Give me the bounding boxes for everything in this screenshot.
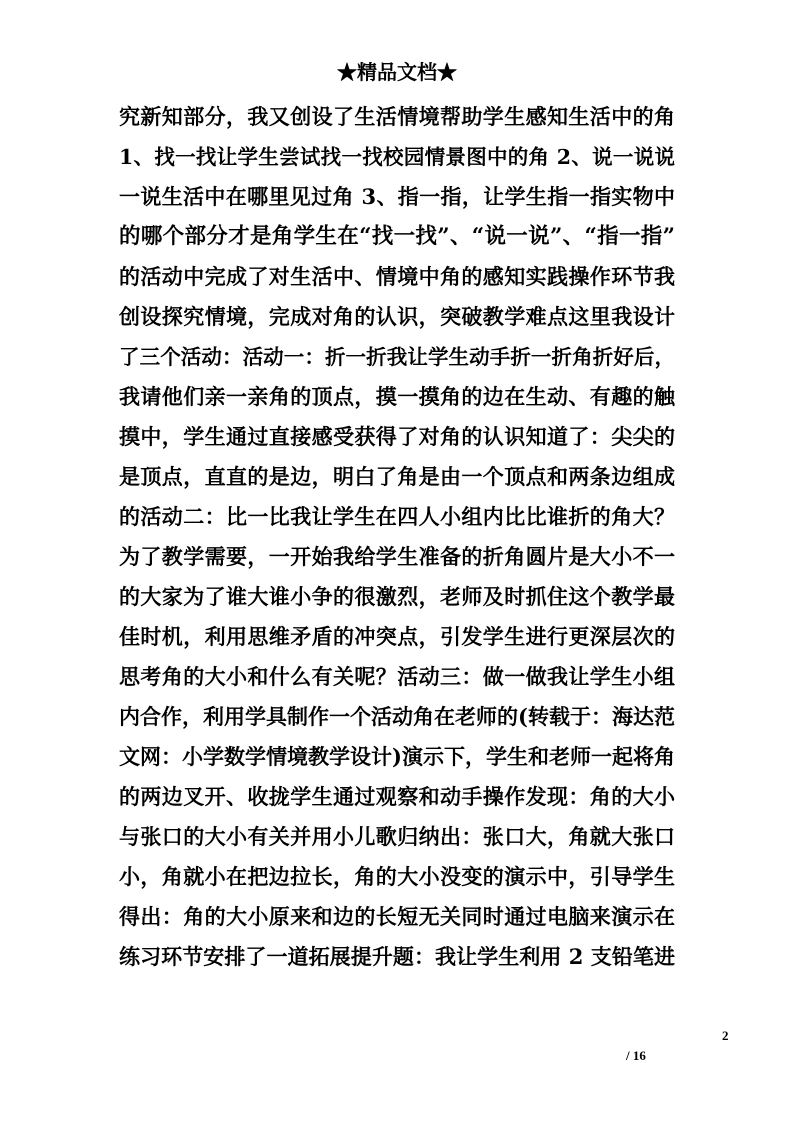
page-total: / 16 xyxy=(626,1048,646,1063)
body-line: 创设探究情境，完成对角的认识，突破教学难点这里我设计 xyxy=(119,304,675,329)
body-line: 我请他们亲一亲角的顶点，摸一摸角的边在生动、有趣的触 xyxy=(119,384,675,409)
body-line: 内合作，利用学具制作一个活动角在老师的(转载于：海达范 xyxy=(119,704,675,729)
body-line: 一说生活中在哪里见过角 3、指一指，让学生指一指实物中 xyxy=(119,184,675,209)
body-line: 为了教学需要，一开始我给学生准备的折角圆片是大小不一 xyxy=(119,544,675,569)
body-line: 摸中，学生通过直接感受获得了对角的认识知道了：尖尖的 xyxy=(119,424,675,449)
body-line: 练习环节安排了一道拓展提升题：我让学生利用 2 支铅笔进 xyxy=(119,944,675,969)
document-body xyxy=(119,97,675,977)
body-line: 的两边叉开、收拢学生通过观察和动手操作发现：角的大小 xyxy=(119,784,675,809)
body-line: 的大家为了谁大谁小争的很激烈，老师及时抓住这个教学最 xyxy=(119,584,675,609)
body-line: 小，角就小在把边拉长，角的大小没变的演示中，引导学生 xyxy=(119,864,675,889)
body-line: 的哪个部分才是角学生在“找一找”、“说一说”、“指一指” xyxy=(119,224,675,249)
body-line: 了三个活动：活动一：折一折我让学生动手折一折角折好后， xyxy=(119,345,675,369)
body-line: 1、找一找让学生尝试找一找校园情景图中的角 2、说一说说 xyxy=(119,145,675,169)
body-line: 文网：小学数学情境教学设计)演示下，学生和老师一起将角 xyxy=(119,744,675,769)
body-line: 究新知部分，我又创设了生活情境帮助学生感知生活中的角 xyxy=(119,104,675,129)
page-number: 2 xyxy=(722,1028,729,1043)
body-line: 思考角的大小和什么有关呢？活动三：做一做我让学生小组 xyxy=(119,664,675,689)
body-line: 是顶点，直直的是边，明白了角是由一个顶点和两条边组成 xyxy=(119,464,675,489)
body-line: 佳时机，利用思维矛盾的冲突点，引发学生进行更深层次的 xyxy=(119,624,675,649)
body-line: 与张口的大小有关并用小儿歌归纳出：张口大，角就大张口 xyxy=(119,824,675,849)
document-header: ★精品文档★ xyxy=(337,60,457,84)
body-line: 得出：角的大小原来和边的长短无关同时通过电脑来演示在 xyxy=(119,904,675,929)
body-line: 的活动二：比一比我让学生在四人小组内比比谁折的角大？ xyxy=(119,504,675,529)
body-line: 的活动中完成了对生活中、情境中角的感知实践操作环节我 xyxy=(119,264,675,289)
